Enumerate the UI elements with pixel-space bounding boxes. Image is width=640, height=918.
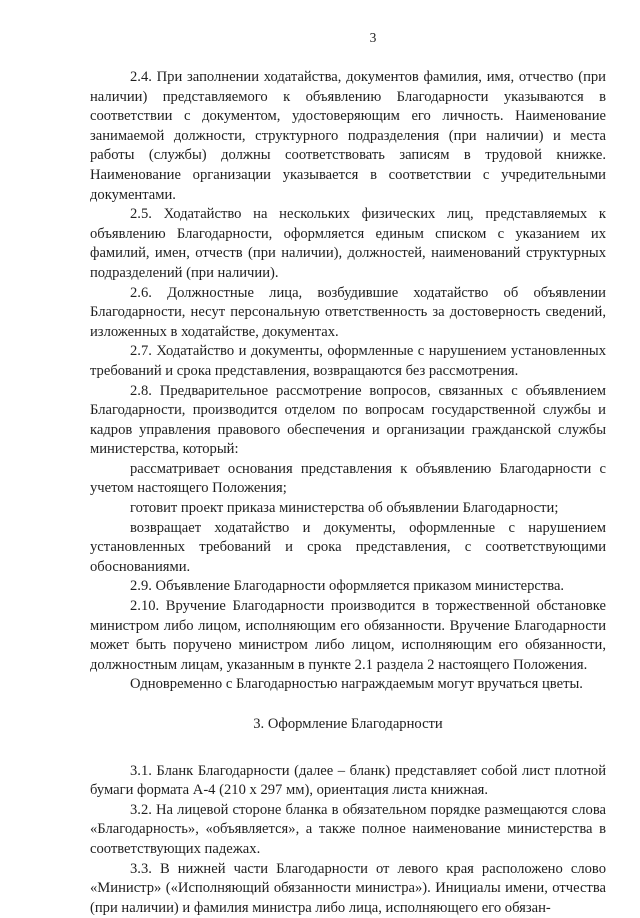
- paragraph-2-8: 2.8. Предварительное рассмотрение вопросов, связанных с объявлением Благодарности, производится отделом по вопросам государственной службы и кадров управления правового обеспечения и организации гражданской службы министерства, который:: [90, 382, 606, 458]
- paragraph-3-2: 3.2. На лицевой стороне бланка в обязательном порядке размещаются слова «Благодарность», «объявляется», а также полное наименование министерства в соответствующих падежах.: [90, 801, 606, 857]
- paragraph-2-5: 2.5. Ходатайство на нескольких физических лиц, представляемых к объявлению Благодарности, оформляется единым списком с указанием их фамилий, имен, отчеств (при наличии), должностей, наименований структурных подразделений (при наличии).: [90, 206, 606, 281]
- paragraph-3-3: 3.3. В нижней части Благодарности от левого края расположено слово «Министр» («Исполняющий обязанности министра»). Инициалы имени, отчества (при наличии) и фамилия министра либо лица, исполняющего его обязан-: [90, 860, 606, 916]
- paragraph-2-8-item-2: готовит проект приказа министерства об объявлении Благодарности;: [130, 500, 559, 517]
- paragraph-2-4: 2.4. При заполнении ходатайства, документов фамилия, имя, отчество (при наличии) представляемого к объявлению Благодарности указываются в соответствии с документом, удостоверяющим его личность. Наименование занимаемой должности, структурного подразделения (при наличии) и места работы (службы) должны соответствовать записям в трудовой книжке. Наименование организации указывается в соответствии с учредительными документами.: [90, 69, 606, 203]
- paragraph-2-8-item-1: рассматривает основания представления к объявлению Благодарности с учетом настоящего Положения;: [90, 460, 606, 497]
- paragraph-3-1: 3.1. Бланк Благодарности (далее – бланк) представляет собой лист плотной бумаги формата А-4 (210 х 297 мм), ориентация листа книжная.: [90, 762, 606, 799]
- document-body: [90, 68, 606, 918]
- paragraph-2-10: 2.10. Вручение Благодарности производится в торжественной обстановке министром либо лицом, исполняющим его обязанности. Вручение Благодарности может быть поручено министром либо лицом, исполняющим его обязанности, должностным лицам, указанным в пункте 2.1 раздела 2 настоящего Положения.: [90, 598, 606, 673]
- paragraph-2-8-item-3: возвращает ходатайство и документы, оформленные с нарушением установленных требований и срока представления, с соответствующими обоснованиями.: [90, 519, 606, 575]
- section-title: 3. Оформление Благодарности: [253, 716, 443, 732]
- paragraph-2-6: 2.6. Должностные лица, возбудившие ходатайство об объявлении Благодарности, несут персональную ответственность за достоверность сведений, изложенных в ходатайстве, документах.: [90, 284, 606, 340]
- paragraph-2-7: 2.7. Ходатайство и документы, оформленные с нарушением установленных требований и срока представления, возвращаются без рассмотрения.: [90, 343, 606, 379]
- paragraph-2-10-flowers: Одновременно с Благодарностью награждаемым могут вручаться цветы.: [130, 676, 583, 693]
- page-number: 3: [369, 30, 377, 45]
- paragraph-2-9: 2.9. Объявление Благодарности оформляется приказом министерства.: [130, 578, 565, 595]
